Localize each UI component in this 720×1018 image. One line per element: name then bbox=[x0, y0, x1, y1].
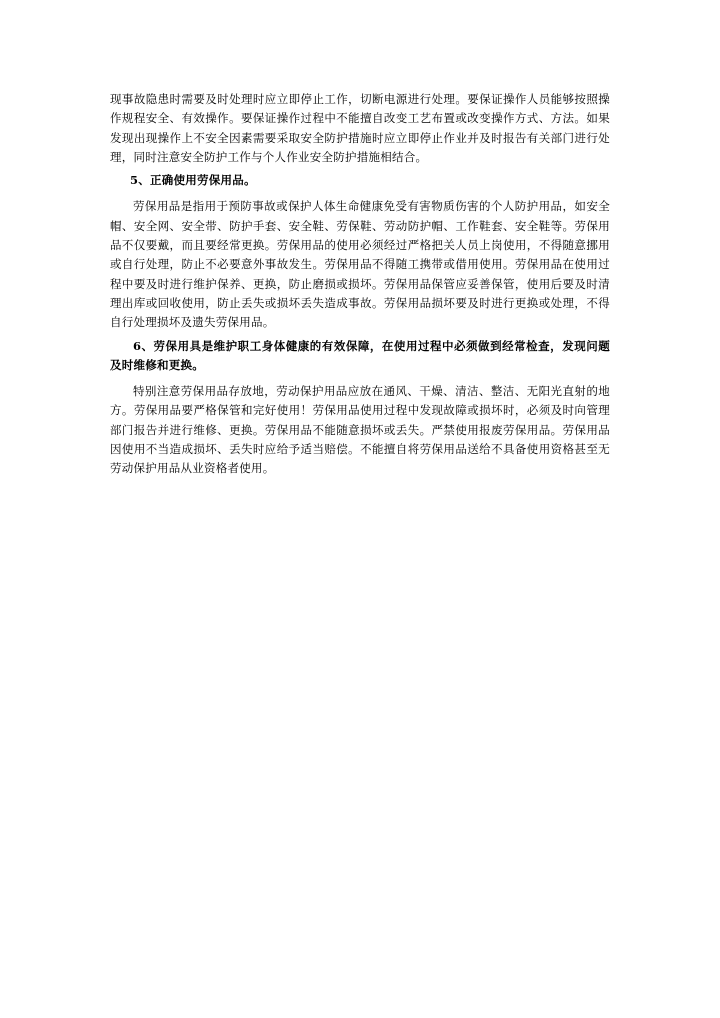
paragraph-section-6: 6、劳保用具是维护职工身体健康的有效保障，在使用过程中必须做到经常检查，发现问题及时维修和更换。 bbox=[110, 338, 610, 372]
paragraph-hazard-handling: 现事故隐患时需要及时处理时应立即停止工作，切断电源进行处理。要保证操作人员能够按照操作规程安全、有效操作。要保证操作过程中不能擅自改变工艺布置或改变操作方式、方法。如果发现出现操作上不安全因素需要采取安全防护措施时应立即停止作业并及时报告有关部门进行处理，同时注意安全防护工作与个人作业安全防护措施相结合。 bbox=[110, 92, 610, 164]
paragraph-ppe-definition: 劳保用品是指用于预防事故或保护人体生命健康免受有害物质伤害的个人防护用品，如安全帽、安全网、安全带、防护手套、安全鞋、劳保鞋、劳动防护帽、工作鞋套、安全鞋等。劳保用品不仅要戴，而且要经常更换。劳保用品的使用必须经过严格把关人员上岗使用，不得随意挪用或自行处理，防止不必要意外事故发生。劳保用品不得随工携带或借用使用。劳保用品在使用过程中要及时进行维护保养、更换，防止磨损或损坏。劳保用品保管应妥善保管，使用后要及时清理出库或回收使用，防止丢失或损坏丢失造成事故。劳保用品损坏要及时进行更换或处理，不得自行处理损坏及遗失劳保用品。 bbox=[110, 199, 610, 330]
document-body bbox=[110, 90, 610, 479]
paragraph-ppe-storage: 特别注意劳保用品存放地，劳动保护用品应放在通风、干燥、清洁、整洁、无阳光直射的地方。劳保用品要严格保管和完好使用！劳保用品使用过程中发现故障或损坏时，必须及时向管理部门报告并进行维修、更换。劳保用品不能随意损坏或丢失。严禁使用报废劳保用品。劳保用品因使用不当造成损坏、丢失时应给予适当赔偿。不能擅自将劳保用品送给不具备使用资格甚至无劳动保护用品从业资格者使用。 bbox=[110, 384, 610, 476]
spacer bbox=[110, 375, 610, 382]
spacer bbox=[110, 190, 610, 197]
section-heading-5: 5、正确使用劳保用品。 bbox=[130, 173, 256, 188]
